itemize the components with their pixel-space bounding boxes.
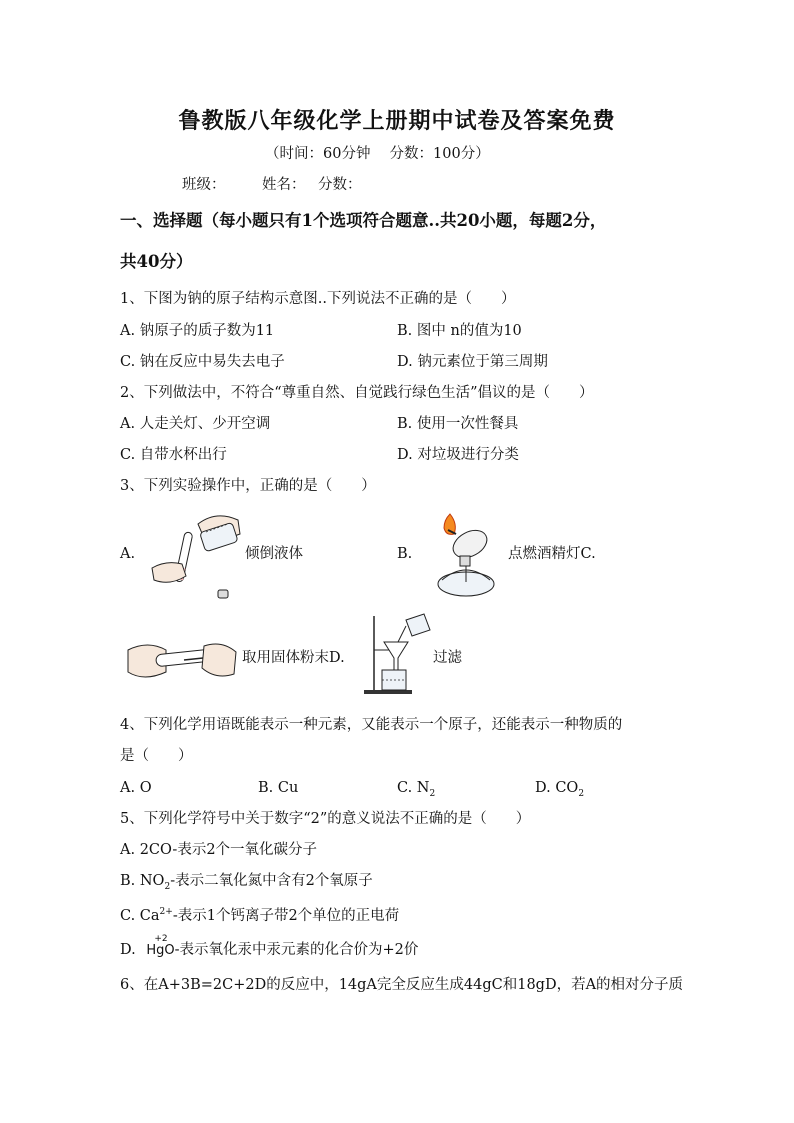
page-title: 鲁教版八年级化学上册期中试卷及答案免费 — [178, 108, 616, 134]
question-4-option-b: B. Cu — [258, 780, 299, 796]
question-1-option-c: C. 钠在反应中易失去电子 — [120, 354, 285, 370]
question-3-stem: 3、下列实验操作中，正确的是（ ） — [120, 478, 376, 494]
pouring-liquid-illustration — [146, 506, 242, 602]
question-4-option-c: C. $N_2$ — [397, 780, 436, 799]
question-3-option-c-text: 取用固体粉末D. — [242, 650, 345, 666]
question-4-option-d: D. $CO_2$ — [535, 780, 585, 799]
question-3-option-a-letter: A. — [120, 546, 136, 562]
section-heading: 一、选择题（每小题只有1个选项符合题意..共20小题，每题2分， — [120, 211, 607, 230]
question-2-option-c: C. 自带水杯出行 — [120, 447, 227, 463]
lighting-alcohol-lamp-illustration — [428, 510, 504, 602]
question-3-option-d-text: 过滤 — [433, 650, 462, 666]
question-3-option-b-letter: B. — [397, 546, 413, 562]
question-4-option-a: A. O — [120, 780, 152, 796]
class-label: 班级： — [182, 177, 226, 193]
question-5-stem: 5、下列化学符号中关于数字“2”的意义说法不正确的是（ ） — [120, 811, 531, 827]
question-4-stem: 4、下列化学用语既能表示一种元素，又能表示一个原子，还能表示一种物质的 — [120, 717, 623, 733]
question-1-option-d: D. 钠元素位于第三周期 — [397, 354, 548, 370]
question-5-option-b: B. $NO_2-$表示二氧化氮中含有2个氧原子 — [120, 873, 373, 892]
question-2-option-a: A. 人走关灯、少开空调 — [120, 416, 271, 432]
name-label: 姓名： — [262, 177, 306, 193]
question-4-stem-cont: 是（ ） — [120, 748, 193, 764]
question-2-stem: 2、下列做法中，不符合“尊重自然、自觉践行绿色生活”倡议的是（ ） — [120, 385, 594, 401]
question-1-option-b: B. 图中 n的值为10 — [397, 323, 522, 339]
question-3-option-b-text: 点燃酒精灯C. — [508, 546, 596, 562]
question-3-option-a-text: 倾倒液体 — [245, 546, 303, 562]
score-label: 分数： — [318, 177, 362, 193]
time-score-line: （时间：60分钟 分数：100分） — [265, 146, 490, 162]
question-1-stem: 1、下图为钠的原子结构示意图..下列说法不正确的是（ ） — [120, 291, 516, 307]
section-heading-cont: 共40分） — [120, 252, 193, 271]
question-2-option-b: B. 使用一次性餐具 — [397, 416, 519, 432]
question-5-option-c: C. $Ca^{2+}-$表示1个钙离子带2个单位的正电荷 — [120, 907, 400, 924]
question-5-option-d: D. +2 HgO-表示氧化汞中汞元素的化合价为+2价 — [120, 940, 418, 961]
question-2-option-d: D. 对垃圾进行分类 — [397, 447, 519, 463]
question-5-option-a: A. 2CO-表示2个一氧化碳分子 — [120, 842, 318, 858]
question-1-option-a: A. 钠原子的质子数为11 — [120, 323, 275, 339]
valence-formula: +2 HgO — [146, 934, 175, 958]
taking-solid-powder-illustration — [126, 632, 238, 688]
question-6-stem: 6、在A+3B=2C+2D的反应中，14gA完全反应生成44gC和18gD，若A的相对分子质 — [120, 977, 684, 993]
filtration-illustration — [360, 612, 432, 696]
